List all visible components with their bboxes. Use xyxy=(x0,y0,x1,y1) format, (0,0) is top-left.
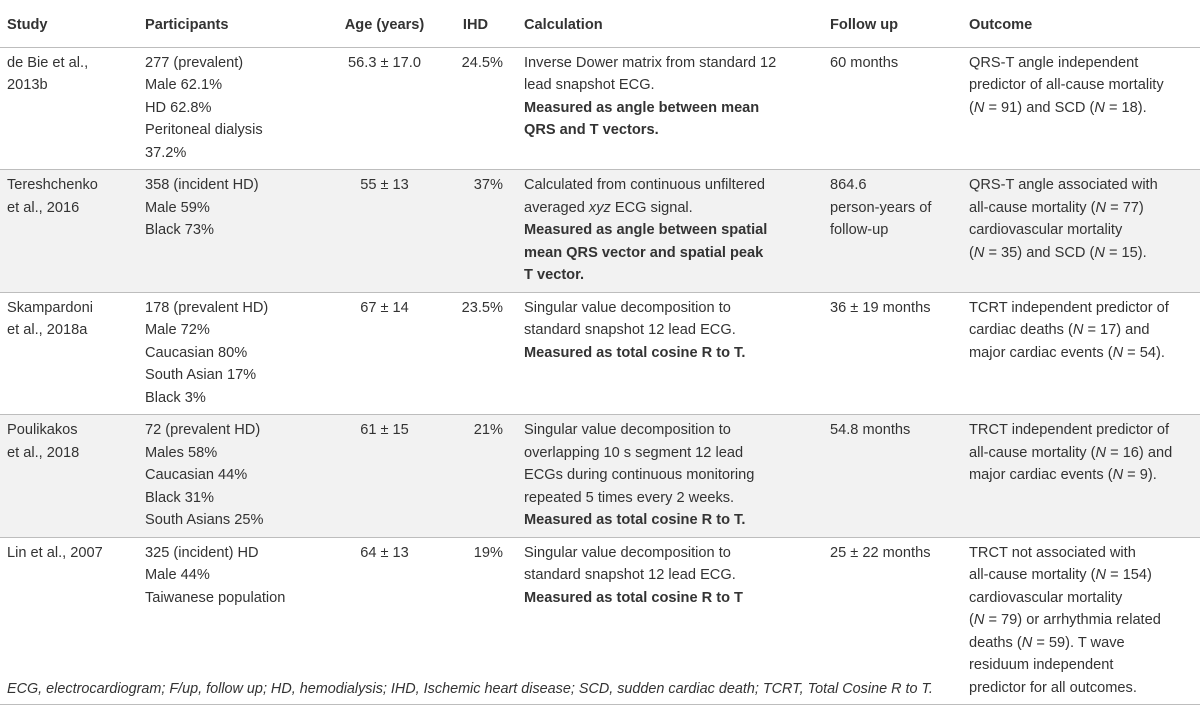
text-line: 60 months xyxy=(830,54,899,71)
cell-follow-up xyxy=(823,47,962,170)
table-row xyxy=(0,537,1200,705)
cell-outcome xyxy=(962,537,1200,705)
n-symbol: N xyxy=(973,99,985,116)
text-line: Male 62.1% xyxy=(145,77,223,93)
text-line: standard snapshot 12 lead ECG. xyxy=(524,322,736,338)
text-line xyxy=(524,197,819,220)
cell-participants xyxy=(138,170,328,293)
col-header-follow-up: Follow up xyxy=(823,6,962,47)
cell-ihd: 24.5% xyxy=(441,47,517,170)
cell-study xyxy=(0,47,138,170)
table-row xyxy=(0,292,1200,415)
text-line: QRS-T angle associated with xyxy=(969,177,1158,193)
text-fragment: = 15). xyxy=(1104,244,1147,261)
text-line: South Asian 17% xyxy=(145,367,257,383)
table-row xyxy=(0,415,1200,538)
text-line: residuum independent xyxy=(969,657,1114,673)
text-fragment: = 91) and SCD ( xyxy=(984,99,1095,116)
cell-outcome xyxy=(962,170,1200,293)
text-fragment: = 16) and xyxy=(1106,444,1173,461)
text-fragment: = 17) and xyxy=(1083,322,1150,338)
text-line: Poulikakos xyxy=(7,422,78,438)
cell-participants xyxy=(138,292,328,415)
text-line: lead snapshot ECG. xyxy=(524,77,655,93)
n-symbol: N xyxy=(1112,344,1124,361)
text-line: Calculated from continuous unfiltered xyxy=(524,177,765,193)
text-line: cardiovascular mortality xyxy=(969,222,1123,238)
text-line: Males 58% xyxy=(145,444,218,461)
text-fragment: = 79) or arrhythmia related xyxy=(984,612,1161,628)
text-line: 358 (incident HD) xyxy=(145,177,259,193)
text-line: Caucasian 44% xyxy=(145,467,248,483)
text-line: Black 31% xyxy=(145,489,214,506)
text-line: HD 62.8% xyxy=(145,99,212,116)
text-fragment: ( xyxy=(969,99,974,116)
text-line: repeated 5 times every 2 weeks. xyxy=(524,489,735,506)
text-line: 25 ± 22 months xyxy=(830,544,931,561)
text-fragment: = 77) xyxy=(1106,199,1144,216)
col-header-study: Study xyxy=(0,6,138,47)
cell-calculation xyxy=(517,537,823,705)
text-line: Male 59% xyxy=(145,199,210,216)
text-line: Black 3% xyxy=(145,389,206,406)
table-footnote: ECG, electrocardiogram; F/up, follow up; HD, hemodialysis; IHD, Ischemic heart disease; SCD, sudden cardiac death; TCRT, Total Cosine R to T. xyxy=(7,681,933,697)
cell-ihd: 23.5% xyxy=(441,292,517,415)
cell-age: 55 ± 13 xyxy=(328,170,441,293)
n-symbol: N xyxy=(1095,444,1107,461)
text-line: Singular value decomposition to xyxy=(524,544,731,561)
text-line xyxy=(969,442,1196,465)
text-line: TRCT not associated with xyxy=(969,544,1136,561)
text-line xyxy=(969,564,1196,587)
text-fragment: all-cause mortality ( xyxy=(969,199,1096,216)
text-line xyxy=(969,632,1196,655)
text-fragment: = 54). xyxy=(1123,344,1165,361)
cell-ihd: 37% xyxy=(441,170,517,293)
text-line: Black 73% xyxy=(145,222,214,238)
text-line: predictor of all-cause mortality xyxy=(969,77,1164,93)
cell-age: 61 ± 15 xyxy=(328,415,441,538)
text-fragment: ECG signal. xyxy=(610,199,693,216)
text-fragment: = 9). xyxy=(1123,467,1157,483)
table-row xyxy=(0,170,1200,293)
n-symbol: N xyxy=(1095,567,1107,583)
text-line: Male 44% xyxy=(145,567,210,583)
text-line: T vector. xyxy=(524,267,585,283)
n-symbol: N xyxy=(1094,99,1105,116)
text-line xyxy=(969,609,1196,632)
cell-outcome xyxy=(962,292,1200,415)
text-line: standard snapshot 12 lead ECG. xyxy=(524,567,736,583)
text-fragment: = 59). T wave xyxy=(1032,634,1125,651)
text-line: Measured as angle between mean xyxy=(524,99,760,116)
cell-participants xyxy=(138,415,328,538)
text-line xyxy=(969,97,1196,120)
text-fragment: averaged xyxy=(524,199,589,216)
text-line: Peritoneal dialysis xyxy=(145,122,263,138)
cell-participants xyxy=(138,47,328,170)
text-line xyxy=(969,242,1196,265)
text-line: 2013b xyxy=(7,77,48,93)
text-line: cardiovascular mortality xyxy=(969,589,1123,606)
text-line: 72 (prevalent HD) xyxy=(145,422,261,438)
text-line: follow-up xyxy=(830,222,889,238)
text-line: 864.6 xyxy=(830,177,867,193)
text-fragment: = 18). xyxy=(1104,99,1147,116)
text-line: et al., 2018 xyxy=(7,444,80,461)
cell-calculation xyxy=(517,47,823,170)
n-symbol: N xyxy=(973,612,985,628)
cell-ihd: 19% xyxy=(441,537,517,705)
cell-age: 56.3 ± 17.0 xyxy=(328,47,441,170)
cell-follow-up xyxy=(823,292,962,415)
text-line: person-years of xyxy=(830,199,932,216)
text-line: predictor for all outcomes. xyxy=(969,679,1137,696)
text-line: Measured as total cosine R to T xyxy=(524,589,743,606)
cell-age: 67 ± 14 xyxy=(328,292,441,415)
text-line: Caucasian 80% xyxy=(145,344,248,361)
text-fragment: ( xyxy=(969,244,974,261)
text-line: 36 ± 19 months xyxy=(830,299,931,316)
text-line: de Bie et al., xyxy=(7,54,89,71)
text-line: Male 72% xyxy=(145,322,210,338)
text-line xyxy=(969,319,1196,342)
text-line: Taiwanese population xyxy=(145,589,286,606)
col-header-outcome: Outcome xyxy=(962,6,1200,47)
n-symbol: N xyxy=(1095,199,1107,216)
text-line: Singular value decomposition to xyxy=(524,299,731,316)
cell-calculation xyxy=(517,292,823,415)
text-line: mean QRS vector and spatial peak xyxy=(524,244,764,261)
text-line: et al., 2016 xyxy=(7,199,80,216)
text-line: 37.2% xyxy=(145,144,187,161)
cell-outcome xyxy=(962,415,1200,538)
text-line xyxy=(969,197,1196,220)
text-line: ECGs during continuous monitoring xyxy=(524,467,755,483)
cell-calculation xyxy=(517,415,823,538)
cell-follow-up xyxy=(823,415,962,538)
cell-ihd: 21% xyxy=(441,415,517,538)
text-line: QRS-T angle independent xyxy=(969,54,1139,71)
table-row xyxy=(0,47,1200,170)
n-symbol: N xyxy=(973,244,985,261)
n-symbol: N xyxy=(1094,244,1105,261)
text-fragment: major cardiac events ( xyxy=(969,467,1113,483)
col-header-participants: Participants xyxy=(138,6,328,47)
text-line: QRS and T vectors. xyxy=(524,122,659,138)
text-line: Measured as total cosine R to T. xyxy=(524,512,746,528)
text-line: Inverse Dower matrix from standard 12 xyxy=(524,54,777,71)
text-line xyxy=(969,342,1196,365)
cell-study xyxy=(0,170,138,293)
text-line: Tereshchenko xyxy=(7,177,98,193)
text-fragment: xyz xyxy=(588,199,611,216)
text-line xyxy=(969,464,1196,487)
header-row xyxy=(0,6,1200,47)
text-fragment: ( xyxy=(969,612,974,628)
studies-table xyxy=(0,6,1200,705)
cell-calculation xyxy=(517,170,823,293)
cell-participants xyxy=(138,537,328,705)
text-fragment: all-cause mortality ( xyxy=(969,567,1096,583)
cell-study xyxy=(0,415,138,538)
text-line: South Asians 25% xyxy=(145,512,264,528)
n-symbol: N xyxy=(1112,467,1124,483)
text-line: overlapping 10 s segment 12 lead xyxy=(524,444,744,461)
text-line: 325 (incident) HD xyxy=(145,544,259,561)
cell-study xyxy=(0,537,138,705)
n-symbol: N xyxy=(1072,322,1084,338)
cell-age: 64 ± 13 xyxy=(328,537,441,705)
col-header-calculation: Calculation xyxy=(517,6,823,47)
text-fragment: deaths ( xyxy=(969,634,1022,651)
text-line: TRCT independent predictor of xyxy=(969,422,1170,438)
text-line: Measured as total cosine R to T. xyxy=(524,344,746,361)
n-symbol: N xyxy=(1021,634,1033,651)
text-line: Lin et al., 2007 xyxy=(7,544,103,561)
text-fragment: = 154) xyxy=(1106,567,1152,583)
text-line: 54.8 months xyxy=(830,422,911,438)
cell-study xyxy=(0,292,138,415)
col-header-age: Age (years) xyxy=(328,6,441,47)
col-header-ihd: IHD xyxy=(441,6,517,47)
cell-follow-up xyxy=(823,170,962,293)
text-fragment: all-cause mortality ( xyxy=(969,444,1096,461)
text-line: Skampardoni xyxy=(7,299,93,316)
text-line: TCRT independent predictor of xyxy=(969,299,1169,316)
text-line: et al., 2018a xyxy=(7,322,88,338)
cell-outcome xyxy=(962,47,1200,170)
text-fragment: major cardiac events ( xyxy=(969,344,1113,361)
text-line: 277 (prevalent) xyxy=(145,54,244,71)
text-fragment: = 35) and SCD ( xyxy=(984,244,1095,261)
text-fragment: cardiac deaths ( xyxy=(969,322,1073,338)
text-line: Singular value decomposition to xyxy=(524,422,731,438)
text-line: Measured as angle between spatial xyxy=(524,222,768,238)
cell-follow-up xyxy=(823,537,962,705)
text-line: 178 (prevalent HD) xyxy=(145,299,269,316)
